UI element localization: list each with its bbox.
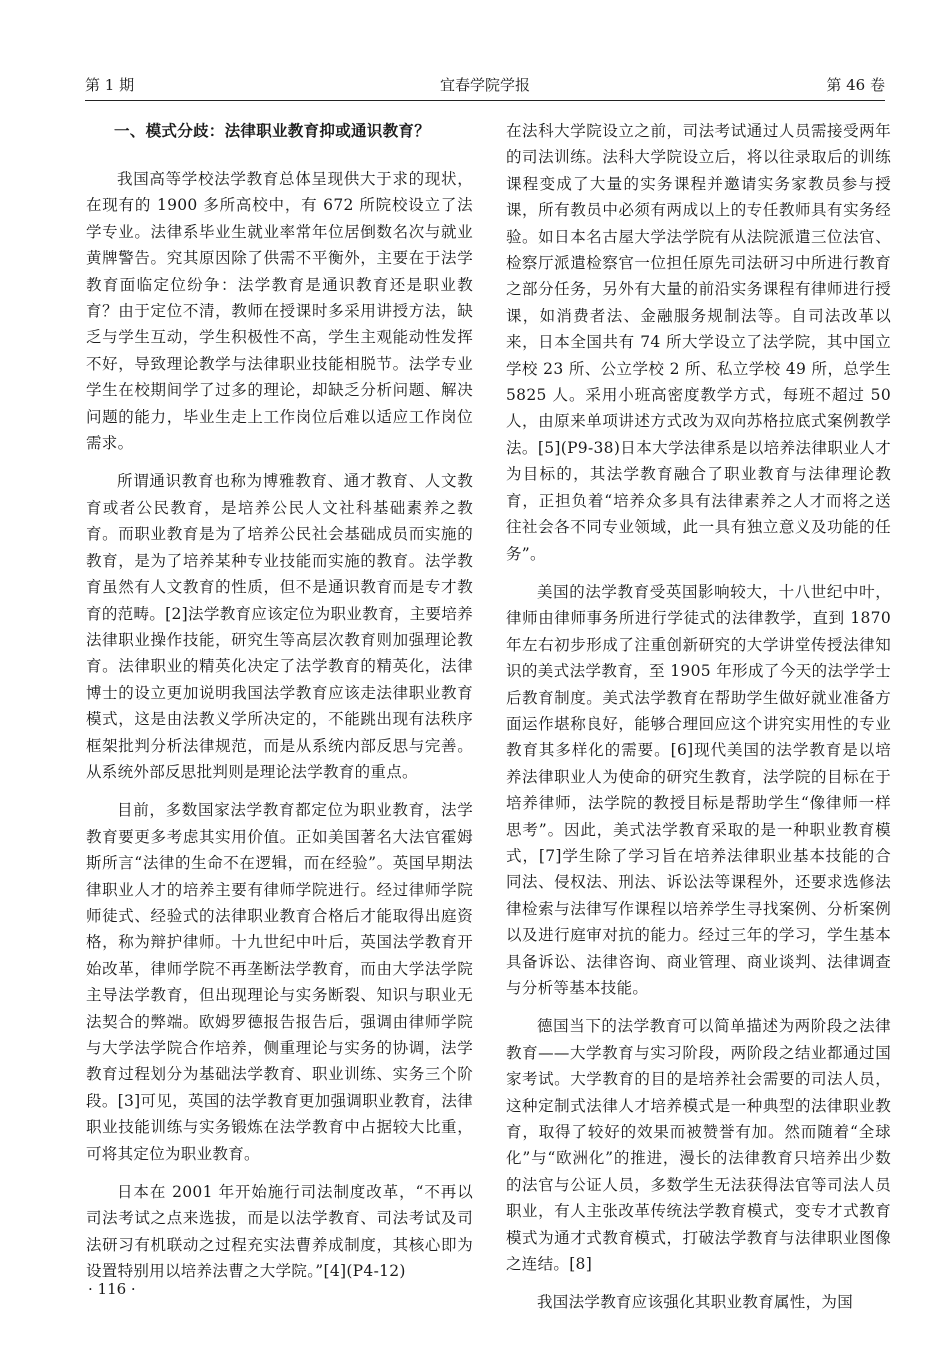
paragraph: 在法科大学院设立之前，司法考试通过人员需接受两年的司法训练。法科大学院设立后，将以往录取后的训练课程变成了大量的实务课程并邀请实务家教员参与授课，所有教员中必须有两成以上的专任教师具有实务经验。如日本名古屋大学法学院有从法院派遣三位法官、检察厅派遣检察官一位担任原先司法研习中所进行教育之部分任务，另外有大量的前沿实务课程有律师进行授课，如消费者法、金融服务规制法等。自司法改革以来，日本全国共有 74 所大学设立了法学院，其中国立学校 23 所、公立学校 2 所、私立学校 49 所，总学生 5825 人。采用小班高密度教学方式，每班不超过 50 人，由原来单项讲述方式改为双向苏格拉底式案例教学法。[5](P9-38)日本大学法律系是以培养法律职业人才为目标的，其法学教育融合了职业教育与法律理论教育，正担负着“培养众多具有法律素养之人才而将之送往社会各不同专业领域，此一具有独立意义及功能的任务”。 [506, 122, 891, 563]
issue-label: 第 1 期 [85, 76, 135, 94]
header-rule [85, 100, 885, 101]
paragraph: 我国法学教育应该强化其职业教育属性，为国 [537, 1293, 854, 1312]
paragraph: 所谓通识教育也称为博雅教育、通才教育、人文教育或者公民教育，是培养公民人文社科基础素养之教育。而职业教育是为了培养公民社会基础成员而实施的教育，是为了培养某种专业技能而实施的教育。法学教育虽然有人文教育的性质，但不是通识教育而是专才教育的范畴。[2]法学教育应该定位为职业教育，主要培养法律职业操作技能，研究生等高层次教育则加强理论教育。法律职业的精英化决定了法学教育的精英化，法律博士的设立更加说明我国法学教育应该走法律职业教育模式，这是由法教义学所决定的，不能跳出现有法秩序框架批判分析法律规范，而是从系统内部反思与完善。从系统外部反思批判则是理论法学教育的重点。 [86, 472, 473, 781]
section-title: 一、模式分歧：法律职业教育抑或通识教育？ [114, 122, 431, 140]
left-column [86, 118, 473, 1285]
paragraph: 美国的法学教育受英国影响较大，十八世纪中叶，律师由律师事务所进行学徒式的法律教学，直到 1870 年左右初步形成了注重创新研究的大学讲堂传授法律知识的美式法学教育，至 1905 年形成了今天的法学学士后教育制度。美式法学教育在帮助学生做好就业准备方面运作堪称良好，能够合理回应这个讲究实用性的专业教育其多样化的需要。[6]现代美国的法学教育是以培养法律职业人为使命的研究生教育，法学院的目标在于培养律师，法学院的教授目标是帮助学生“像律师一样思考”。因此，美式法学教育采取的是一种职业教育模式，[7]学生除了学习旨在培养法律职业基本技能的合同法、侵权法、刑法、诉讼法等课程外，还要求选修法律检索与法律写作课程以培养学生寻找案例、分析案例以及进行庭审对抗的能力。经过三年的学习，学生基本具备诉讼、法律咨询、商业管理、商业谈判、法律调查与分析等基本技能。 [506, 582, 891, 997]
paragraph: 日本在 2001 年开始施行司法制度改革，“不再以司法考试之点来选拔，而是以法学教育、司法考试及司法研习有机联动之过程充实法曹养成制度，其核心即为设置特别用以培养法曹之大学院。”[4](P4-12) [86, 1183, 473, 1281]
journal-title: 宜春学院学报 [439, 76, 530, 94]
paragraph: 德国当下的法学教育可以简单描述为两阶段之法律教育——大学教育与实习阶段，两阶段之结业都通过国家考试。大学教育的目的是培养社会需要的司法人员，这种定制式法律人才培养模式是一种典型的法律职业教育，取得了较好的效果而被赞誉有加。然而随着“全球化”与“欧洲化”的推进，漫长的法律教育只培养出少数的法官与公证人员，多数学生无法获得法官等司法人员职业，有人主张改革传统法学教育模式，变专才式教育模式为通才式教育模式，打破法学教育与法律职业图像之连结。[8] [506, 1017, 891, 1274]
paragraph: 目前，多数国家法学教育都定位为职业教育，法学教育要更多考虑其实用价值。正如美国著名大法官霍姆斯所言“法律的生命不在逻辑，而在经验”。英国早期法律职业人才的培养主要有律师学院进行。经过律师学院师徒式、经验式的法律职业教育合格后才能取得出庭资格，称为辩护律师。十九世纪中叶后，英国法学教育开始改革，律师学院不再垄断法学教育，而由大学法学院主导法学教育，但出现理论与实务断裂、知识与职业无法契合的弊端。欧姆罗德报告报告后，强调由律师学院与大学法学院合作培养，侧重理论与实务的协调，法学教育过程划分为基础法学教育、职业训练、实务三个阶段。[3]可见，英国的法学教育更加强调职业教育，法律职业技能训练与实务锻炼在法学教育中占据较大比重，可将其定位为职业教育。 [86, 801, 473, 1163]
running-header [85, 72, 885, 98]
page-number: · 116 · [88, 1280, 136, 1298]
right-column [506, 118, 891, 1316]
volume-label: 第 46 卷 [826, 76, 885, 94]
paragraph: 我国高等学校法学教育总体呈现供大于求的现状，在现有的 1900 多所高校中，有 672 所院校设立了法学专业。法律系毕业生就业率常年位居倒数名次与就业黄牌警告。究其原因除了供需不平衡外，主要在于法学教育面临定位纷争：法学教育是通识教育还是职业教育？由于定位不清，教师在授课时多采用讲授方法，缺乏与学生互动，学生积极性不高，学生主观能动性发挥不好，导致理论教学与法律职业技能相脱节。法学专业学生在校期间学了过多的理论，却缺乏分析问题、解决问题的能力，毕业生走上工作岗位后难以适应工作岗位需求。 [86, 170, 473, 453]
